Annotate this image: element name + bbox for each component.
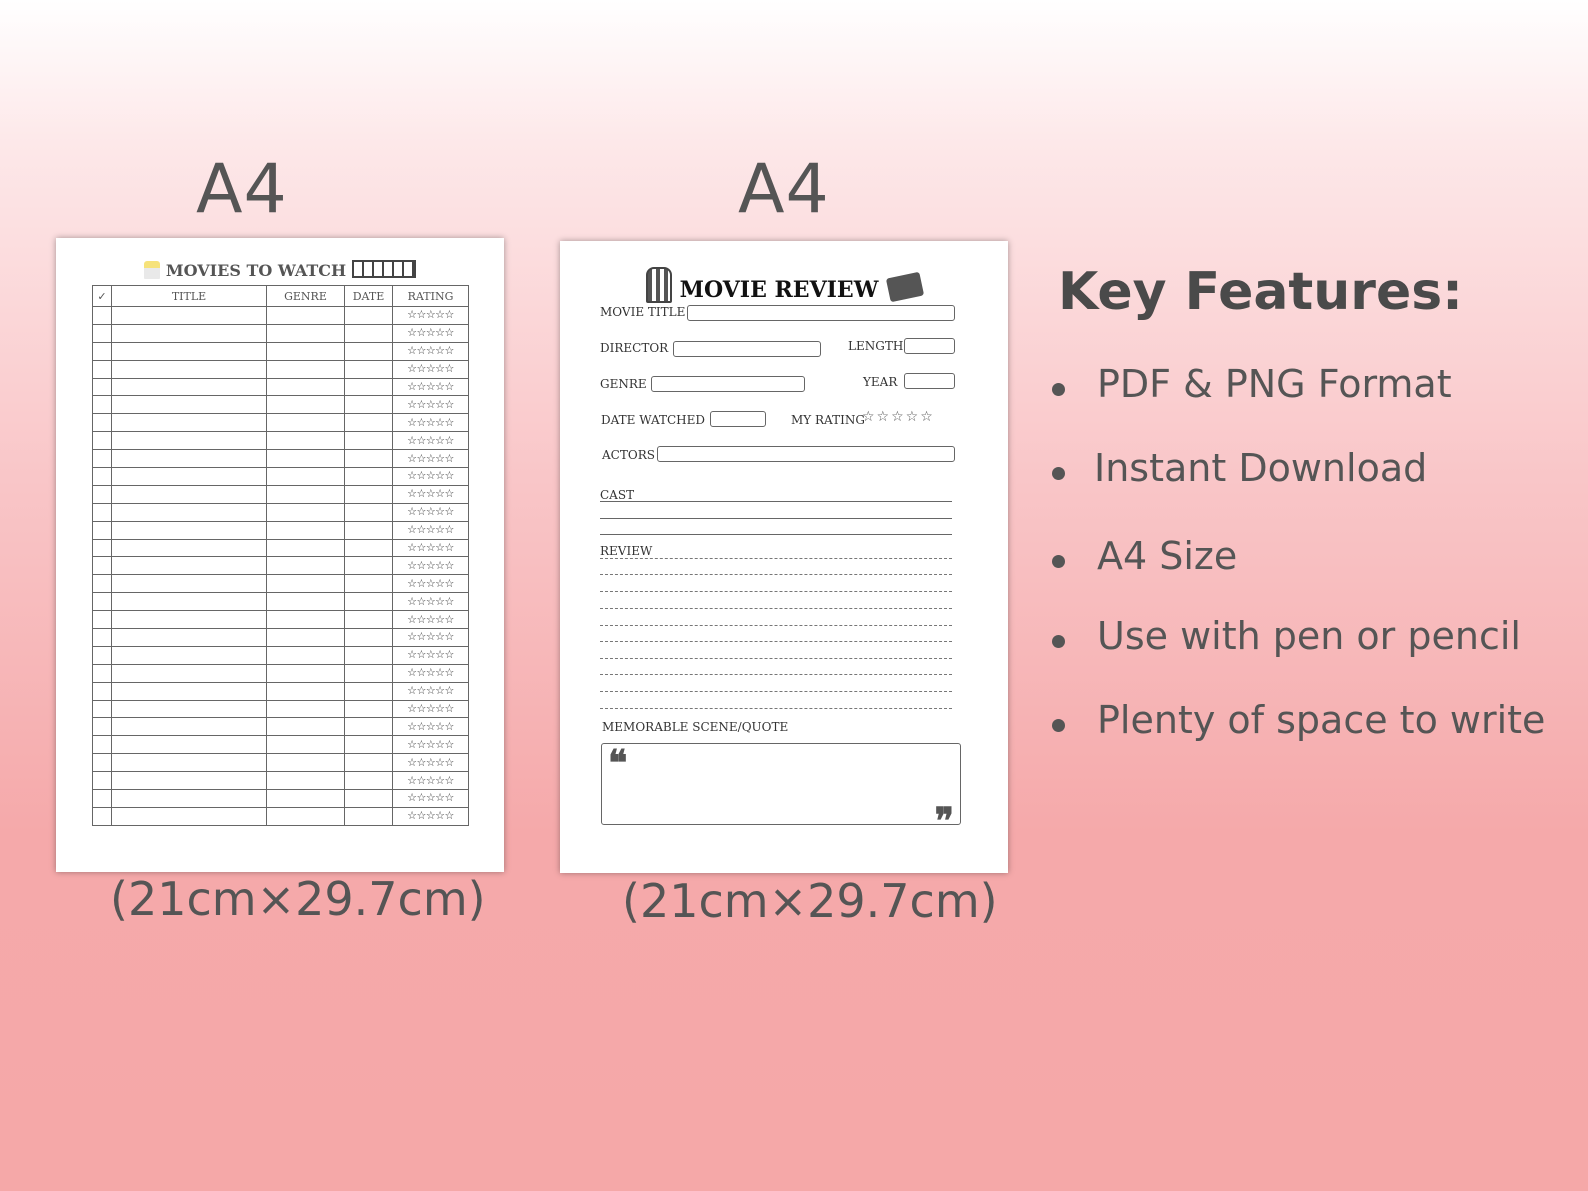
check-cell [93, 664, 112, 682]
rating-cell [393, 629, 469, 647]
rating-stars: ☆☆☆☆☆ [407, 505, 454, 519]
table-row [93, 378, 469, 396]
rating-stars: ☆☆☆☆☆ [407, 666, 454, 680]
rating-cell [393, 718, 469, 736]
key-features-title: Key Features: [1058, 262, 1463, 322]
feature-item: Use with pen or pencil [1097, 614, 1521, 658]
genre-cell [267, 718, 345, 736]
table-row [93, 539, 469, 557]
movie-title-label: MOVIE TITLE [600, 305, 686, 319]
feature-item: PDF & PNG Format [1097, 362, 1452, 406]
date-cell [345, 468, 393, 486]
title-cell [112, 378, 267, 396]
rating-stars: ☆☆☆☆☆ [407, 487, 454, 501]
table-row [93, 664, 469, 682]
rating-stars: ☆☆☆☆☆ [407, 576, 454, 590]
sheet-title-wrap [56, 260, 504, 280]
rating-cell [393, 485, 469, 503]
movies-to-watch-title: MOVIES TO WATCH [165, 261, 347, 280]
feature-item: A4 Size [1097, 534, 1238, 578]
title-cell [112, 360, 267, 378]
my-rating-stars: ☆☆☆☆☆ [862, 409, 935, 425]
date-cell [345, 450, 393, 468]
check-cell [93, 396, 112, 414]
watch-list-table-wrap [92, 285, 468, 826]
date-cell [345, 539, 393, 557]
genre-cell [267, 396, 345, 414]
check-cell [93, 682, 112, 700]
genre-cell [267, 503, 345, 521]
check-cell [93, 503, 112, 521]
my-rating-label: MY RATING [791, 413, 865, 427]
table-row [93, 682, 469, 700]
genre-cell [267, 432, 345, 450]
review-line [600, 641, 952, 642]
date-cell [345, 718, 393, 736]
year-label: YEAR [863, 375, 898, 389]
table-row [93, 360, 469, 378]
rating-cell [393, 378, 469, 396]
rating-stars: ☆☆☆☆☆ [407, 308, 454, 322]
check-cell [93, 432, 112, 450]
feature-item: Plenty of space to write [1097, 698, 1546, 742]
date-cell [345, 396, 393, 414]
rating-cell [393, 575, 469, 593]
date-cell [345, 378, 393, 396]
check-cell [93, 629, 112, 647]
genre-cell [267, 342, 345, 360]
year-field [904, 373, 955, 389]
rating-stars: ☆☆☆☆☆ [407, 415, 454, 429]
rating-stars: ☆☆☆☆☆ [407, 648, 454, 662]
table-row [93, 342, 469, 360]
review-line [600, 608, 952, 609]
table-row [93, 718, 469, 736]
date-cell [345, 611, 393, 629]
table-row [93, 700, 469, 718]
check-cell [93, 593, 112, 611]
popcorn-bucket-icon [646, 267, 672, 303]
review-line [600, 658, 952, 659]
date-cell [345, 485, 393, 503]
date-cell [345, 664, 393, 682]
title-cell [112, 342, 267, 360]
genre-cell [267, 324, 345, 342]
date-cell [345, 682, 393, 700]
rating-stars: ☆☆☆☆☆ [407, 612, 454, 626]
rating-cell [393, 414, 469, 432]
review-line [600, 674, 952, 675]
title-cell [112, 396, 267, 414]
date-cell [345, 307, 393, 325]
rating-cell [393, 432, 469, 450]
date-cell [345, 503, 393, 521]
rating-cell [393, 593, 469, 611]
table-row [93, 307, 469, 325]
rating-cell [393, 790, 469, 808]
rating-cell [393, 682, 469, 700]
rating-cell [393, 521, 469, 539]
left-dimensions: (21cm×29.7cm) [110, 872, 486, 926]
rating-stars: ☆☆☆☆☆ [407, 541, 454, 555]
title-cell [112, 700, 267, 718]
table-row [93, 324, 469, 342]
check-cell [93, 790, 112, 808]
title-cell [112, 539, 267, 557]
title-cell [112, 682, 267, 700]
title-cell [112, 646, 267, 664]
bullet-icon [1052, 635, 1065, 648]
actors-label: ACTORS [602, 448, 655, 462]
rating-cell [393, 772, 469, 790]
genre-cell [267, 611, 345, 629]
director-field [673, 341, 821, 357]
check-cell [93, 324, 112, 342]
date-cell [345, 754, 393, 772]
genre-cell [267, 557, 345, 575]
check-cell [93, 468, 112, 486]
review-line [600, 708, 952, 709]
rating-cell [393, 700, 469, 718]
genre-cell [267, 468, 345, 486]
rating-stars: ☆☆☆☆☆ [407, 594, 454, 608]
watch-list-body [93, 307, 469, 826]
watch-list-table [92, 285, 469, 826]
rating-stars: ☆☆☆☆☆ [407, 558, 454, 572]
right-size-heading: A4 [738, 150, 830, 229]
actors-field [657, 446, 955, 462]
cast-label: CAST [600, 488, 635, 502]
table-row [93, 629, 469, 647]
check-cell [93, 807, 112, 825]
rating-cell [393, 539, 469, 557]
genre-cell [267, 450, 345, 468]
rating-cell [393, 307, 469, 325]
review-title-wrap [560, 267, 1008, 303]
genre-cell [267, 807, 345, 825]
rating-stars: ☆☆☆☆☆ [407, 719, 454, 733]
genre-label: GENRE [600, 377, 647, 391]
rating-cell [393, 611, 469, 629]
movie-review-sheet [560, 241, 1008, 873]
title-cell [112, 790, 267, 808]
date-cell [345, 324, 393, 342]
rating-cell [393, 360, 469, 378]
rating-cell [393, 503, 469, 521]
bullet-icon [1052, 719, 1065, 732]
date-cell [345, 736, 393, 754]
rating-stars: ☆☆☆☆☆ [407, 451, 454, 465]
table-row [93, 432, 469, 450]
review-label: REVIEW [600, 544, 653, 558]
table-row [93, 521, 469, 539]
check-cell [93, 700, 112, 718]
rating-stars: ☆☆☆☆☆ [407, 684, 454, 698]
genre-cell [267, 790, 345, 808]
rating-cell [393, 646, 469, 664]
rating-cell [393, 557, 469, 575]
check-cell [93, 450, 112, 468]
memorable-quote-box [601, 742, 961, 842]
genre-cell [267, 754, 345, 772]
title-cell [112, 485, 267, 503]
rating-cell [393, 342, 469, 360]
title-cell [112, 521, 267, 539]
rating-cell [393, 736, 469, 754]
title-cell [112, 503, 267, 521]
date-cell [345, 790, 393, 808]
title-cell [112, 557, 267, 575]
genre-cell [267, 736, 345, 754]
genre-cell [267, 629, 345, 647]
rating-stars: ☆☆☆☆☆ [407, 326, 454, 340]
cinema-ticket-icon [886, 272, 924, 303]
table-row [93, 450, 469, 468]
column-header-date: DATE [345, 286, 393, 307]
date-cell [345, 807, 393, 825]
cast-line [600, 501, 952, 502]
review-line [600, 691, 952, 692]
director-label: DIRECTOR [600, 341, 669, 355]
review-line [600, 558, 952, 559]
title-cell [112, 807, 267, 825]
date-watched-label: DATE WATCHED [601, 413, 705, 427]
genre-field [651, 376, 805, 392]
check-cell [93, 485, 112, 503]
rating-stars: ☆☆☆☆☆ [407, 523, 454, 537]
rating-stars: ☆☆☆☆☆ [407, 397, 454, 411]
check-cell [93, 754, 112, 772]
cast-line [600, 534, 952, 535]
table-row [93, 396, 469, 414]
memorable-label: MEMORABLE SCENE/QUOTE [602, 720, 789, 734]
rating-stars: ☆☆☆☆☆ [407, 380, 454, 393]
date-cell [345, 414, 393, 432]
genre-cell [267, 646, 345, 664]
title-cell [112, 772, 267, 790]
table-row [93, 736, 469, 754]
title-cell [112, 629, 267, 647]
rating-stars: ☆☆☆☆☆ [407, 791, 454, 805]
rating-stars: ☆☆☆☆☆ [407, 469, 454, 483]
bullet-icon [1052, 467, 1065, 480]
rating-stars: ☆☆☆☆☆ [407, 702, 454, 716]
rating-cell [393, 754, 469, 772]
rating-stars: ☆☆☆☆☆ [407, 773, 454, 787]
table-row [93, 485, 469, 503]
title-cell [112, 414, 267, 432]
rating-cell [393, 324, 469, 342]
check-cell [93, 521, 112, 539]
date-cell [345, 557, 393, 575]
title-cell [112, 611, 267, 629]
genre-cell [267, 521, 345, 539]
length-label: LENGTH [848, 339, 904, 353]
rating-stars: ☆☆☆☆☆ [407, 344, 454, 358]
feature-item: Instant Download [1094, 446, 1428, 490]
check-cell [93, 646, 112, 664]
open-quote-icon: ❝ [608, 742, 628, 784]
genre-cell [267, 414, 345, 432]
check-cell [93, 575, 112, 593]
film-strip-icon [352, 260, 416, 278]
title-cell [112, 664, 267, 682]
rating-stars: ☆☆☆☆☆ [407, 630, 454, 644]
date-cell [345, 772, 393, 790]
genre-cell [267, 539, 345, 557]
popcorn-icon [144, 261, 160, 279]
rating-cell [393, 396, 469, 414]
title-cell [112, 432, 267, 450]
genre-cell [267, 307, 345, 325]
movie-review-title: MOVIE REVIEW [679, 277, 879, 303]
title-cell [112, 324, 267, 342]
table-row [93, 807, 469, 825]
movies-to-watch-sheet [56, 238, 504, 872]
rating-cell [393, 664, 469, 682]
check-cell [93, 307, 112, 325]
table-row [93, 468, 469, 486]
date-cell [345, 593, 393, 611]
rating-stars: ☆☆☆☆☆ [407, 755, 454, 769]
bullet-icon [1052, 555, 1065, 568]
table-row [93, 575, 469, 593]
title-cell [112, 718, 267, 736]
movie-title-field [687, 305, 955, 321]
genre-cell [267, 378, 345, 396]
genre-cell [267, 772, 345, 790]
review-line [600, 574, 952, 575]
left-size-heading: A4 [196, 150, 288, 229]
check-cell [93, 539, 112, 557]
table-header-row [93, 286, 469, 307]
table-row [93, 790, 469, 808]
title-cell [112, 736, 267, 754]
rating-cell [393, 468, 469, 486]
date-cell [345, 629, 393, 647]
check-cell [93, 772, 112, 790]
check-cell [93, 414, 112, 432]
check-cell [93, 611, 112, 629]
date-cell [345, 342, 393, 360]
check-cell [93, 557, 112, 575]
date-watched-field [710, 411, 766, 427]
check-cell [93, 378, 112, 396]
genre-cell [267, 593, 345, 611]
column-header-genre: GENRE [267, 286, 345, 307]
review-line [600, 625, 952, 626]
genre-cell [267, 360, 345, 378]
date-cell [345, 360, 393, 378]
title-cell [112, 307, 267, 325]
length-field [904, 338, 955, 354]
genre-cell [267, 664, 345, 682]
table-row [93, 503, 469, 521]
check-cell [93, 360, 112, 378]
column-header-title: TITLE [112, 286, 267, 307]
title-cell [112, 575, 267, 593]
date-cell [345, 646, 393, 664]
date-cell [345, 700, 393, 718]
rating-cell [393, 807, 469, 825]
title-cell [112, 754, 267, 772]
table-row [93, 646, 469, 664]
bullet-icon [1052, 383, 1065, 396]
rating-stars: ☆☆☆☆☆ [407, 809, 454, 823]
title-cell [112, 450, 267, 468]
rating-stars: ☆☆☆☆☆ [407, 737, 454, 751]
title-cell [112, 468, 267, 486]
check-cell [93, 718, 112, 736]
date-cell [345, 521, 393, 539]
right-dimensions: (21cm×29.7cm) [622, 874, 998, 928]
genre-cell [267, 682, 345, 700]
check-cell [93, 342, 112, 360]
table-row [93, 557, 469, 575]
cast-line [600, 518, 952, 519]
rating-stars: ☆☆☆☆☆ [407, 433, 454, 447]
title-cell [112, 593, 267, 611]
table-row [93, 414, 469, 432]
date-cell [345, 432, 393, 450]
table-row [93, 754, 469, 772]
genre-cell [267, 485, 345, 503]
genre-cell [267, 575, 345, 593]
rating-stars: ☆☆☆☆☆ [407, 362, 454, 376]
review-line [600, 591, 952, 592]
table-row [93, 593, 469, 611]
close-quote-icon: ❞ [934, 800, 954, 842]
genre-cell [267, 700, 345, 718]
table-row [93, 611, 469, 629]
column-header-check: ✓ [93, 286, 112, 307]
rating-cell [393, 450, 469, 468]
table-row [93, 772, 469, 790]
column-header-rating: RATING [393, 286, 469, 307]
check-cell [93, 736, 112, 754]
date-cell [345, 575, 393, 593]
